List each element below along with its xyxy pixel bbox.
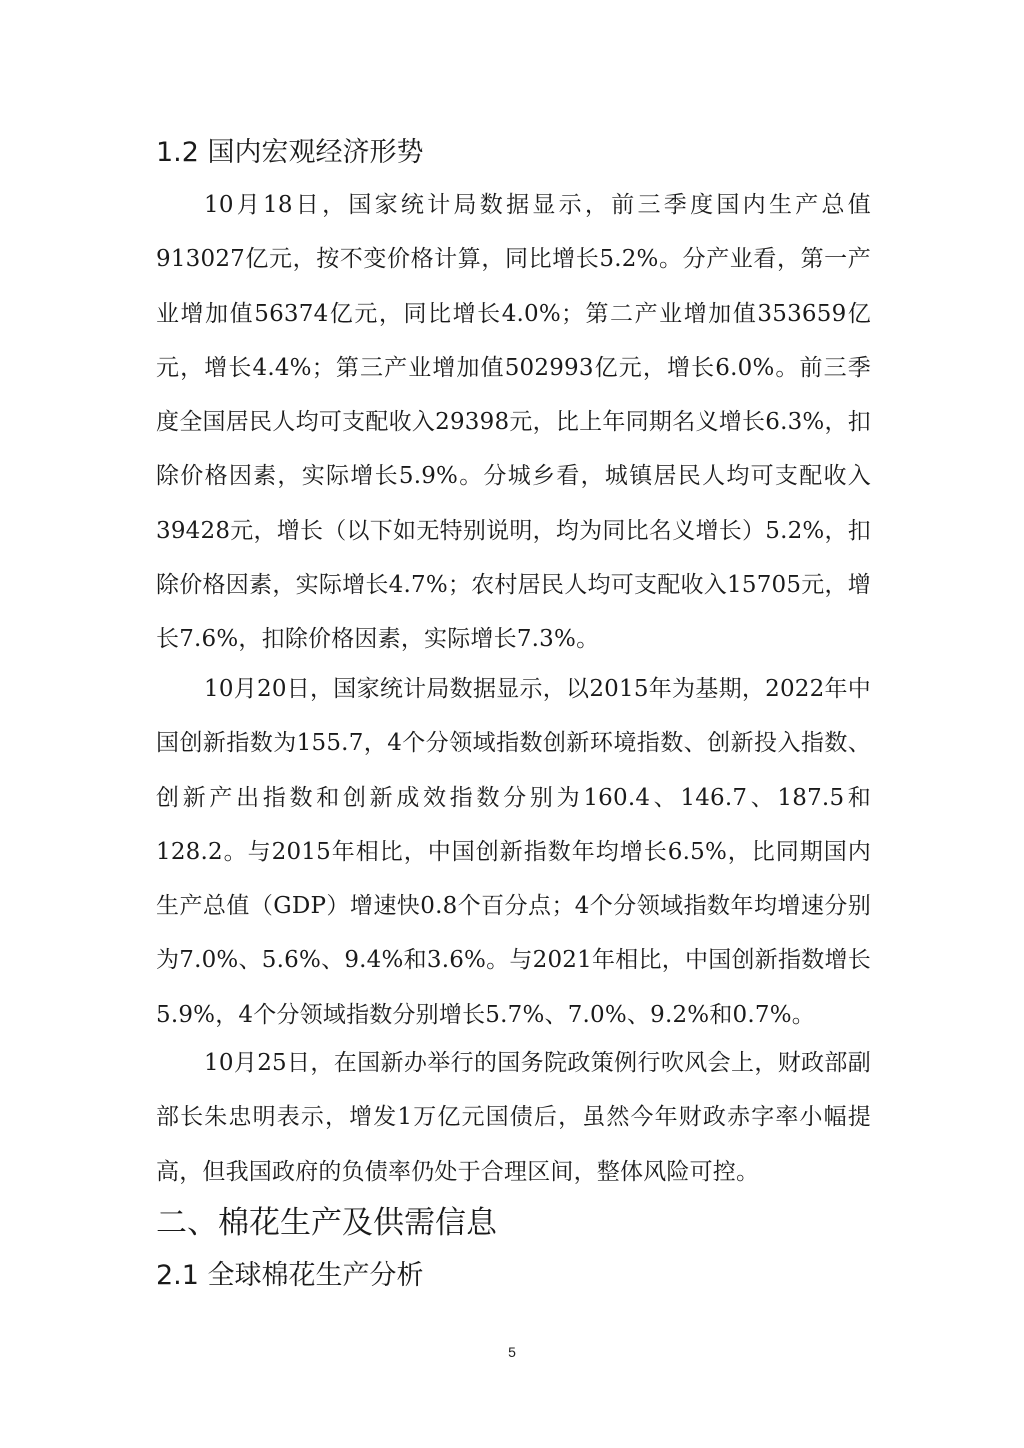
section-heading-2: 二、棉花生产及供需信息 [156,1205,497,1241]
paragraph-gdp: 10月18日，国家统计局数据显示，前三季度国内生产总值913027亿元，按不变价格计算，同比增长5.2%。分产业看，第一产业增加值56374亿元，同比增长4.0%；第二产业增加值353659亿元，增长4.4%；第三产业增加值502993亿元，增长6.0%。前三季度全国居民人均可支配收入29398元，比上年同期名义增长6.3%，扣除价格因素，实际增长5.9%。分城乡看，城镇居民人均可支配收入39428元，增长（以下如无特别说明，均为同比名义增长）5.2%，扣除价格因素，实际增长4.7%；农村居民人均可支配收入15705元，增长7.6%，扣除价格因素，实际增长7.3%。 [156,192,871,653]
page-number: 5 [508,1344,516,1360]
paragraph-treasury-bonds: 10月25日，在国新办举行的国务院政策例行吹风会上，财政部副部长朱忠明表示，增发1万亿元国债后，虽然今年财政赤字率小幅提高，但我国政府的负债率仍处于合理区间，整体风险可控。 [156,1050,871,1185]
paragraph-innovation-index: 10月20日，国家统计局数据显示，以2015年为基期，2022年中国创新指数为155.7，4个分领域指数创新环境指数、创新投入指数、创新产出指数和创新成效指数分别为160.4、146.7、187.5和128.2。与2015年相比，中国创新指数年均增长6.5%，比同期国内生产总值（GDP）增速快0.8个百分点；4个分领域指数年均增速分别为7.0%、5.6%、9.4%和3.6%。与2021年相比，中国创新指数增长5.9%，4个分领域指数分别增长5.7%、7.0%、9.2%和0.7%。 [156,676,871,1028]
section-heading-1-2: 1.2 国内宏观经济形势 [156,137,424,168]
section-heading-2-1: 2.1 全球棉花生产分析 [156,1260,424,1291]
